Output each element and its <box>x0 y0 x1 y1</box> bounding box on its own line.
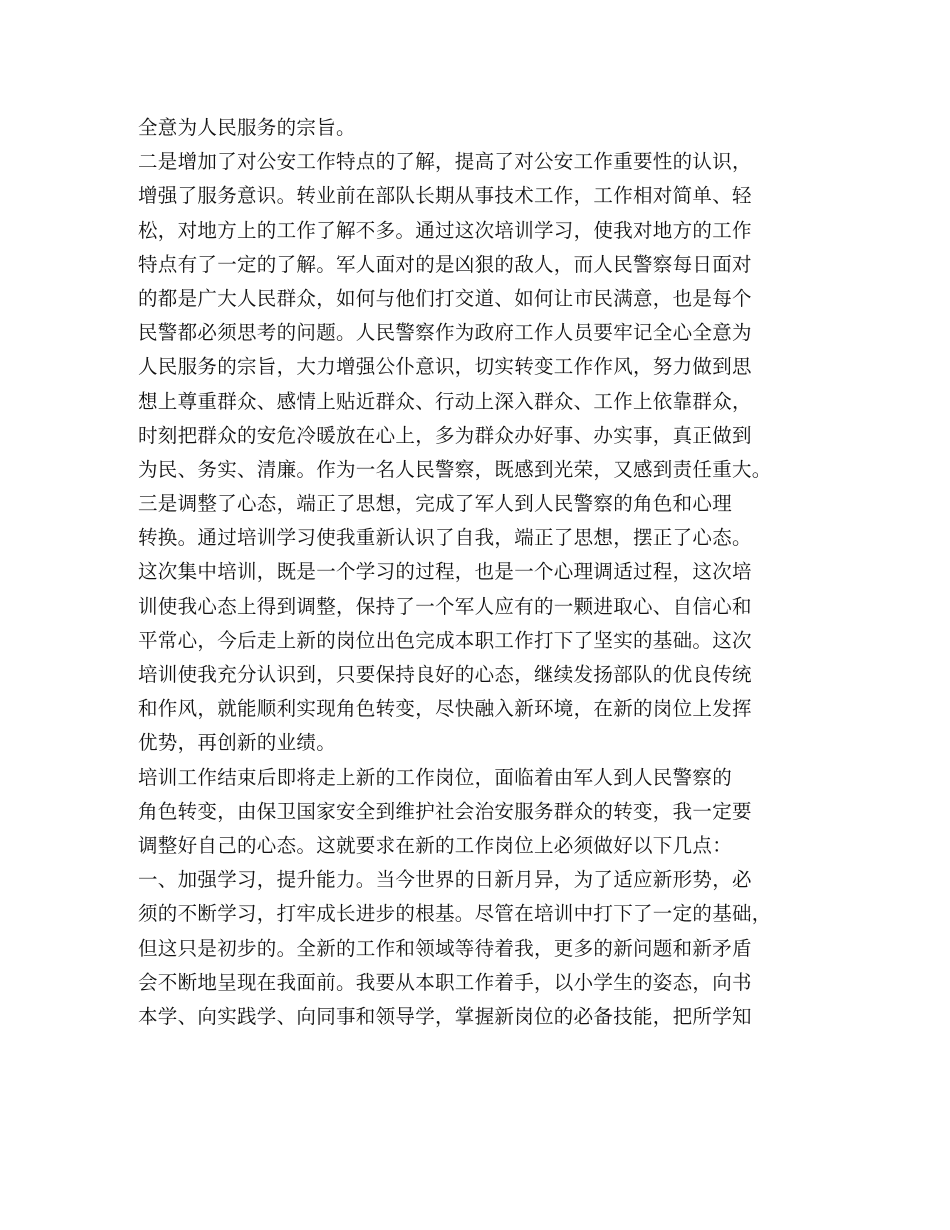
text-line: 这次集中培训，既是一个学习的过程，也是一个心理调适过程，这次培 <box>138 560 752 584</box>
text-line: 想上尊重群众、感情上贴近群众、行动上深入群众、工作上依靠群众， <box>138 389 752 413</box>
body-text <box>138 111 828 1034</box>
text-line: 为民、务实、清廉。作为一名人民警察，既感到光荣，又感到责任重大。 <box>138 457 772 481</box>
text-line: 平常心，今后走上新的岗位出色完成本职工作打下了坚实的基础。这次 <box>138 628 752 652</box>
text-line: 转换。通过培训学习使我重新认识了自我，端正了思想，摆正了心态。 <box>138 526 752 550</box>
text-line: 培训使我充分认识到，只要保持良好的心态，继续发扬部队的优良传统 <box>138 663 752 686</box>
text-line: 优势，再创新的业绩。 <box>138 731 337 755</box>
text-line: 松，对地方上的工作了解不多。通过这次培训学习，使我对地方的工作 <box>138 218 752 242</box>
text-line: 训使我心态上得到调整，保持了一个军人应有的一颗进取心、自信心和 <box>138 594 752 618</box>
text-line: 调整好自己的心态。这就要求在新的工作岗位上必须做好以下几点： <box>138 833 733 857</box>
text-line: 培训工作结束后即将走上新的工作岗位，面临着由军人到人民警察的 <box>138 765 733 789</box>
text-line: 会不断地呈现在我面前。我要从本职工作着手，以小学生的姿态，向书 <box>138 970 752 994</box>
text-line: 二是增加了对公安工作特点的了解，提高了对公安工作重要性的认识， <box>138 150 752 174</box>
text-line: 角色转变，由保卫国家安全到维护社会治安服务群众的转变，我一定要 <box>138 799 752 823</box>
text-line: 但这只是初步的。全新的工作和领域等待着我，更多的新问题和新矛盾 <box>138 936 752 960</box>
text-line: 和作风，就能顺利实现角色转变，尽快融入新环境，在新的岗位上发挥 <box>138 697 752 721</box>
text-line: 全意为人民服务的宗旨。 <box>138 116 356 139</box>
text-line: 的都是广大人民群众，如何与他们打交道、如何让市民满意，也是每个 <box>138 286 752 310</box>
text-line: 须的不断学习，打牢成长进步的根基。尽管在培训中打下了一定的基础， <box>138 902 772 926</box>
text-line: 三是调整了心态，端正了思想，完成了军人到人民警察的角色和心理 <box>138 492 733 516</box>
text-line: 本学、向实践学、向同事和领导学，掌握新岗位的必备技能，把所学知 <box>138 1004 752 1028</box>
text-line: 增强了服务意识。转业前在部队长期从事技术工作，工作相对简单、轻 <box>138 184 752 208</box>
text-line: 时刻把群众的安危冷暖放在心上，多为群众办好事、办实事，真正做到 <box>138 423 752 447</box>
text-line: 特点有了一定的了解。军人面对的是凶狠的敌人，而人民警察每日面对 <box>138 252 752 276</box>
text-line: 一、加强学习，提升能力。当今世界的日新月异，为了适应新形势，必 <box>138 868 752 892</box>
text-line: 民警都必须思考的问题。人民警察作为政府工作人员要牢记全心全意为 <box>138 321 752 345</box>
text-line: 人民服务的宗旨，大力增强公仆意识，切实转变工作作风，努力做到思 <box>138 355 752 379</box>
